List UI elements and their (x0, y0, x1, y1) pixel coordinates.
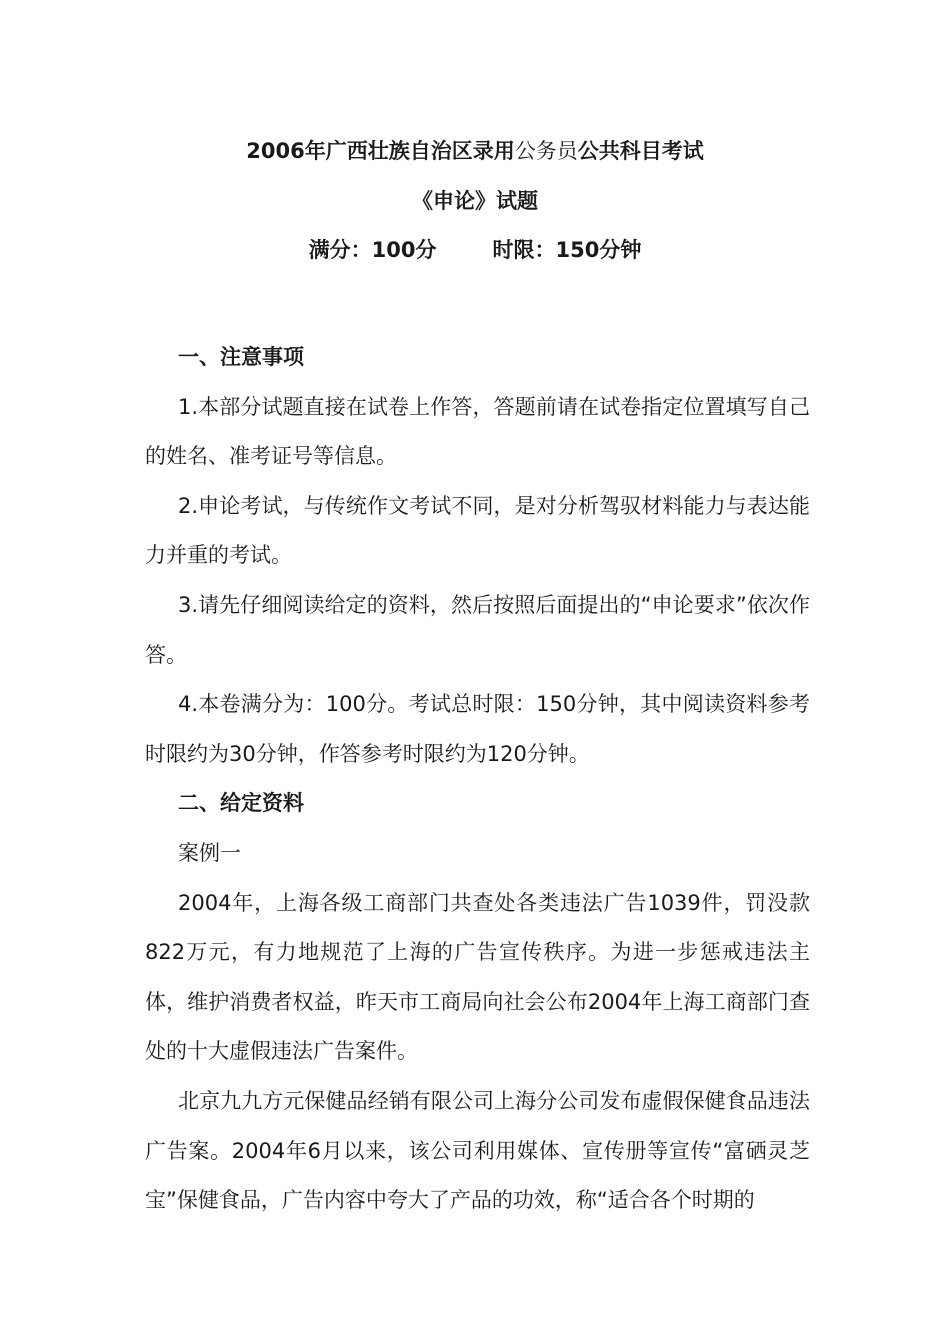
full-score: 满分：100分 (308, 238, 437, 262)
document-title (0, 136, 950, 166)
notice-item-3: 3.请先仔细阅读给定的资料，然后按照后面提出的“申论要求”依次作答。 (145, 592, 810, 667)
document-body (145, 333, 810, 1226)
title-part-bold-1: 2006年广西壮族自治区录用 (246, 139, 515, 163)
material-heading: 二、给定资料 (178, 791, 304, 816)
case-label: 案例一 (178, 840, 241, 865)
notice-heading: 一、注意事项 (178, 345, 304, 369)
notice-item-2: 2.申论考试，与传统作文考试不同，是对分析驾驭材料能力与表达能力并重的考试。 (145, 493, 810, 568)
notice-item-1: 1.本部分试题直接在试卷上作答，答题前请在试卷指定位置填写自己的姓名、准考证号等信息。 (145, 394, 810, 469)
title-part-normal: 公务员 (514, 139, 578, 163)
exam-info-line (0, 235, 950, 265)
notice-item-4: 4.本卷满分为：100分。考试总时限：150分钟，其中阅读资料参考时限约为30分钟，作答参考时限约为120分钟。 (145, 692, 810, 766)
document-subtitle: 《申论》试题 (412, 189, 538, 213)
title-part-bold-2: 公共科目考试 (577, 139, 704, 163)
time-limit: 时限：150分钟 (492, 238, 642, 262)
case-paragraph-2: 北京九九方元保健品经销有限公司上海分公司发布虚假保健食品违法广告案。2004年6月以来，该公司利用媒体、宣传册等宣传“富硒灵芝宝”保健食品，广告内容中夸大了产品的功效，称“适合各个时期的 (145, 1088, 810, 1213)
case-paragraph-1: 2004年，上海各级工商部门共查处各类违法广告1039件，罚没款822万元，有力地规范了上海的广告宣传秩序。为进一步惩戒违法主体，维护消费者权益，昨天市工商局向社会公布2004年上海工商部门查处的十大虚假违法广告案件。 (145, 890, 810, 1064)
